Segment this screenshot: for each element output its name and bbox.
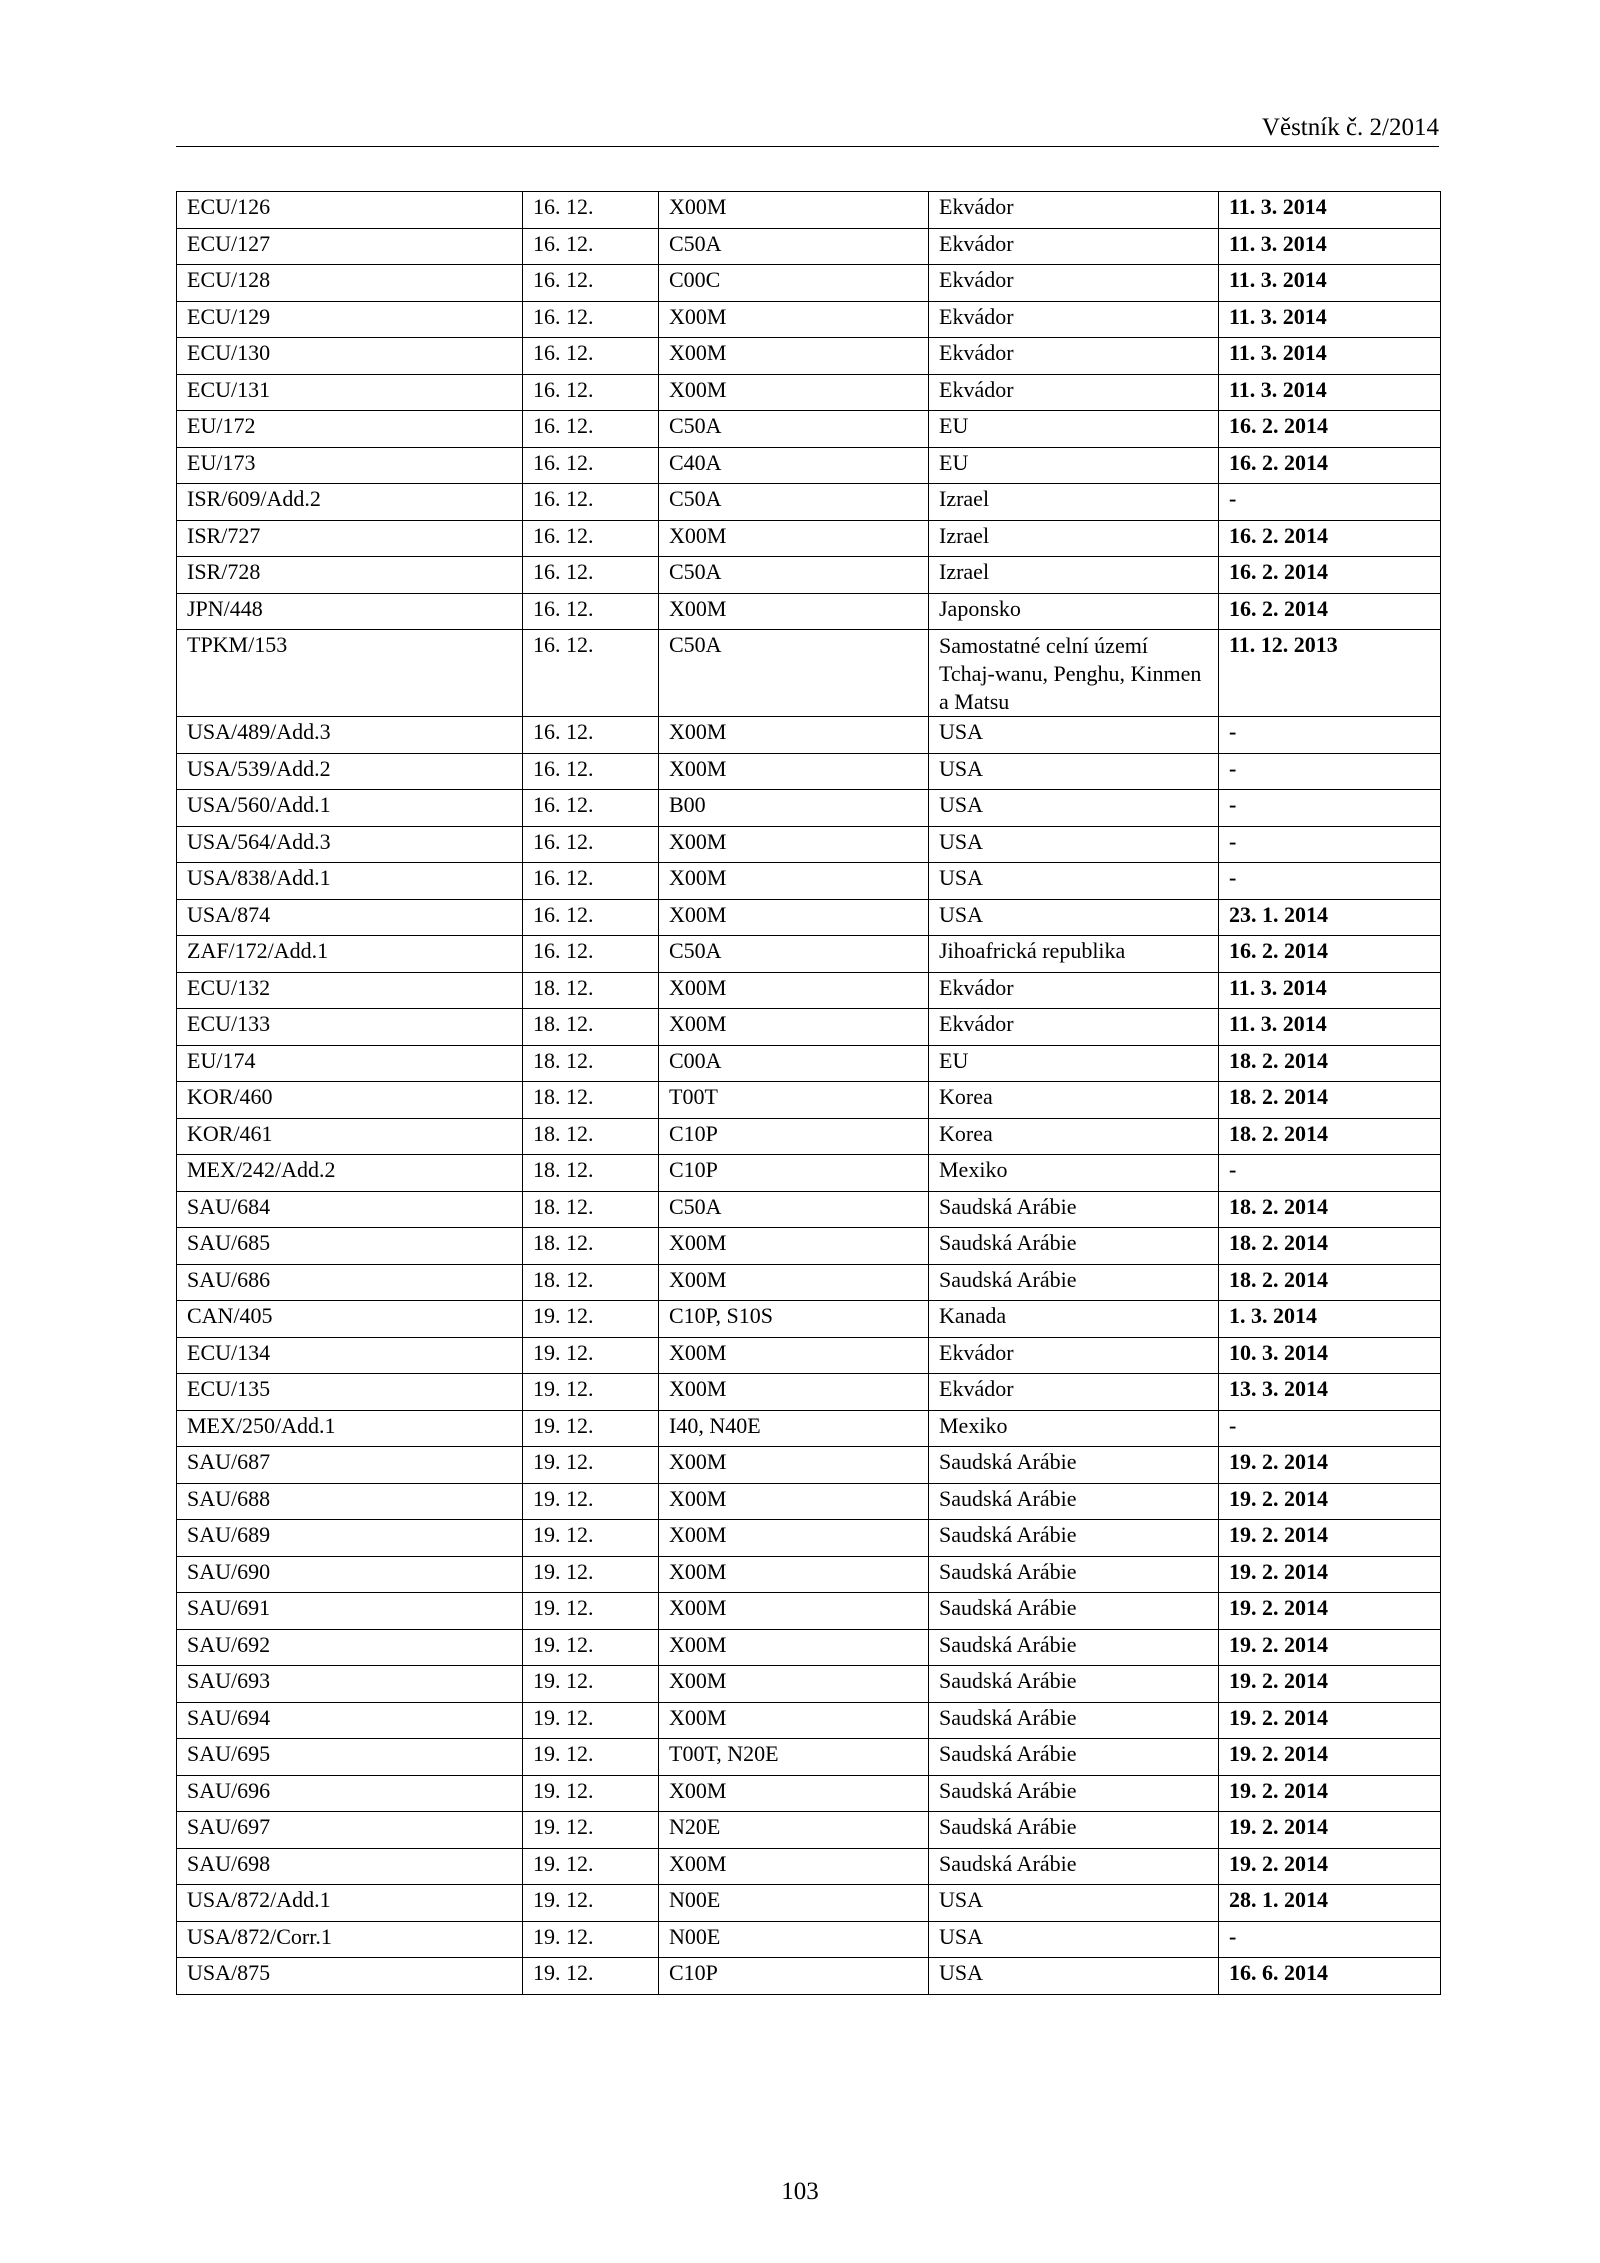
member-cell: USA [929,826,1219,863]
member-cell: Saudská Arábie [929,1228,1219,1265]
member-cell: Saudská Arábie [929,1483,1219,1520]
member-cell: USA [929,899,1219,936]
table-row [177,863,1441,900]
member-cell: Saudská Arábie [929,1520,1219,1557]
document-symbol-cell: USA/539/Add.2 [177,753,523,790]
member-cell: Saudská Arábie [929,1629,1219,1666]
member-cell: Saudská Arábie [929,1775,1219,1812]
document-symbol-cell: SAU/684 [177,1191,523,1228]
document-symbol-cell: KOR/460 [177,1082,523,1119]
date-cell: 18. 12. [523,1118,659,1155]
table-row [177,753,1441,790]
date-cell: 18. 12. [523,1009,659,1046]
member-cell: Ekvádor [929,1337,1219,1374]
date-cell: 16. 12. [523,265,659,302]
product-code-cell: N00E [659,1885,929,1922]
document-symbol-cell: EU/173 [177,447,523,484]
page-header [176,106,1439,147]
table-row [177,1118,1441,1155]
table-row [177,790,1441,827]
deadline-cell: 18. 2. 2014 [1219,1082,1441,1119]
product-code-cell: C50A [659,630,929,717]
deadline-cell: 16. 6. 2014 [1219,1958,1441,1995]
date-cell: 19. 12. [523,1447,659,1484]
member-cell: Samostatné celní území Tchaj-wanu, Penghu, Kinmen a Matsu [929,630,1219,717]
document-symbol-cell: EU/174 [177,1045,523,1082]
deadline-cell: 19. 2. 2014 [1219,1848,1441,1885]
product-code-cell: X00M [659,1228,929,1265]
member-cell: USA [929,1958,1219,1995]
date-cell: 18. 12. [523,1191,659,1228]
product-code-cell: X00M [659,1666,929,1703]
member-cell: USA [929,1921,1219,1958]
document-symbol-cell: SAU/688 [177,1483,523,1520]
deadline-cell: 19. 2. 2014 [1219,1593,1441,1630]
deadline-cell: 19. 2. 2014 [1219,1520,1441,1557]
date-cell: 19. 12. [523,1483,659,1520]
table-row [177,374,1441,411]
document-symbol-cell: JPN/448 [177,593,523,630]
table-row [177,447,1441,484]
deadline-cell: 19. 2. 2014 [1219,1483,1441,1520]
table-row [177,593,1441,630]
table-row [177,1410,1441,1447]
document-symbol-cell: SAU/696 [177,1775,523,1812]
table-row [177,1958,1441,1995]
table-row [177,1848,1441,1885]
product-code-cell: C10P, S10S [659,1301,929,1338]
document-symbol-cell: SAU/689 [177,1520,523,1557]
date-cell: 19. 12. [523,1337,659,1374]
member-cell: EU [929,411,1219,448]
date-cell: 19. 12. [523,1739,659,1776]
product-code-cell: X00M [659,1264,929,1301]
date-cell: 16. 12. [523,411,659,448]
date-cell: 19. 12. [523,1301,659,1338]
document-symbol-cell: SAU/693 [177,1666,523,1703]
date-cell: 16. 12. [523,338,659,375]
table-row [177,1629,1441,1666]
date-cell: 16. 12. [523,192,659,229]
product-code-cell: X00M [659,1629,929,1666]
member-cell: Izrael [929,557,1219,594]
document-symbol-cell: ISR/727 [177,520,523,557]
document-symbol-cell: USA/560/Add.1 [177,790,523,827]
member-cell: Ekvádor [929,374,1219,411]
table-row [177,899,1441,936]
document-symbol-cell: USA/875 [177,1958,523,1995]
table-row [177,301,1441,338]
deadline-cell: 18. 2. 2014 [1219,1118,1441,1155]
date-cell: 18. 12. [523,972,659,1009]
member-cell: Saudská Arábie [929,1739,1219,1776]
table-row [177,936,1441,973]
product-code-cell: X00M [659,1593,929,1630]
document-symbol-cell: SAU/691 [177,1593,523,1630]
document-symbol-cell: ECU/128 [177,265,523,302]
member-cell: Kanada [929,1301,1219,1338]
product-code-cell: X00M [659,593,929,630]
document-symbol-cell: ECU/135 [177,1374,523,1411]
deadline-cell: 19. 2. 2014 [1219,1556,1441,1593]
deadline-cell: 16. 2. 2014 [1219,936,1441,973]
document-symbol-cell: SAU/697 [177,1812,523,1849]
table-row [177,520,1441,557]
deadline-cell: 18. 2. 2014 [1219,1264,1441,1301]
deadline-cell: 19. 2. 2014 [1219,1775,1441,1812]
product-code-cell: C10P [659,1118,929,1155]
date-cell: 16. 12. [523,936,659,973]
date-cell: 16. 12. [523,863,659,900]
date-cell: 19. 12. [523,1885,659,1922]
document-symbol-cell: ECU/129 [177,301,523,338]
deadline-cell: 11. 3. 2014 [1219,301,1441,338]
deadline-cell: - [1219,1410,1441,1447]
document-symbol-cell: SAU/687 [177,1447,523,1484]
member-cell: Ekvádor [929,972,1219,1009]
product-code-cell: X00M [659,1374,929,1411]
document-symbol-cell: MEX/242/Add.2 [177,1155,523,1192]
date-cell: 19. 12. [523,1775,659,1812]
date-cell: 19. 12. [523,1958,659,1995]
table-row [177,338,1441,375]
table-row [177,1374,1441,1411]
deadline-cell: 19. 2. 2014 [1219,1812,1441,1849]
document-symbol-cell: CAN/405 [177,1301,523,1338]
product-code-cell: C10P [659,1958,929,1995]
member-cell: USA [929,1885,1219,1922]
member-cell: USA [929,790,1219,827]
table-row [177,228,1441,265]
document-symbol-cell: ECU/133 [177,1009,523,1046]
member-cell: Izrael [929,520,1219,557]
product-code-cell: C10P [659,1155,929,1192]
date-cell: 18. 12. [523,1045,659,1082]
member-cell: Saudská Arábie [929,1556,1219,1593]
document-symbol-cell: USA/872/Add.1 [177,1885,523,1922]
member-cell: Ekvádor [929,192,1219,229]
product-code-cell: X00M [659,826,929,863]
table-row [177,717,1441,754]
product-code-cell: C00C [659,265,929,302]
product-code-cell: C00A [659,1045,929,1082]
document-symbol-cell: SAU/686 [177,1264,523,1301]
date-cell: 19. 12. [523,1666,659,1703]
product-code-cell: T00T, N20E [659,1739,929,1776]
deadline-cell: 23. 1. 2014 [1219,899,1441,936]
deadline-cell: - [1219,863,1441,900]
member-cell: Saudská Arábie [929,1702,1219,1739]
product-code-cell: X00M [659,1848,929,1885]
product-code-cell: I40, N40E [659,1410,929,1447]
deadline-cell: 13. 3. 2014 [1219,1374,1441,1411]
document-symbol-cell: USA/872/Corr.1 [177,1921,523,1958]
table-row [177,1775,1441,1812]
member-cell: EU [929,1045,1219,1082]
document-symbol-cell: SAU/685 [177,1228,523,1265]
deadline-cell: - [1219,717,1441,754]
table-row [177,1812,1441,1849]
table-row [177,1520,1441,1557]
member-cell: Mexiko [929,1410,1219,1447]
date-cell: 16. 12. [523,520,659,557]
table-row [177,557,1441,594]
date-cell: 18. 12. [523,1155,659,1192]
document-symbol-cell: ZAF/172/Add.1 [177,936,523,973]
date-cell: 16. 12. [523,447,659,484]
deadline-cell: 19. 2. 2014 [1219,1739,1441,1776]
document-symbol-cell: ECU/134 [177,1337,523,1374]
table-row [177,1082,1441,1119]
deadline-cell: 18. 2. 2014 [1219,1228,1441,1265]
deadline-cell: 10. 3. 2014 [1219,1337,1441,1374]
date-cell: 16. 12. [523,301,659,338]
member-cell: USA [929,753,1219,790]
document-symbol-cell: ECU/126 [177,192,523,229]
member-cell: Saudská Arábie [929,1264,1219,1301]
table-row [177,1447,1441,1484]
date-cell: 18. 12. [523,1264,659,1301]
deadline-cell: 11. 3. 2014 [1219,1009,1441,1046]
date-cell: 16. 12. [523,593,659,630]
table-row [177,1666,1441,1703]
deadline-cell: 11. 3. 2014 [1219,374,1441,411]
member-cell: Japonsko [929,593,1219,630]
product-code-cell: X00M [659,1337,929,1374]
table-row [177,1009,1441,1046]
product-code-cell: X00M [659,1520,929,1557]
deadline-cell: 11. 3. 2014 [1219,192,1441,229]
page-number: 103 [781,2178,819,2205]
deadline-cell: 19. 2. 2014 [1219,1629,1441,1666]
date-cell: 19. 12. [523,1410,659,1447]
product-code-cell: C50A [659,484,929,521]
member-cell: Saudská Arábie [929,1191,1219,1228]
product-code-cell: X00M [659,863,929,900]
table-row [177,1264,1441,1301]
member-cell: Ekvádor [929,1374,1219,1411]
member-cell: Korea [929,1082,1219,1119]
member-cell: EU [929,447,1219,484]
member-cell: Jihoafrická republika [929,936,1219,973]
date-cell: 16. 12. [523,484,659,521]
document-symbol-cell: ECU/132 [177,972,523,1009]
document-symbol-cell: USA/564/Add.3 [177,826,523,863]
deadline-cell: 16. 2. 2014 [1219,520,1441,557]
document-symbol-cell: MEX/250/Add.1 [177,1410,523,1447]
table-row [177,484,1441,521]
product-code-cell: C50A [659,228,929,265]
member-cell: Ekvádor [929,1009,1219,1046]
table-row [177,411,1441,448]
document-symbol-cell: SAU/694 [177,1702,523,1739]
member-cell: Saudská Arábie [929,1848,1219,1885]
table-row [177,1337,1441,1374]
product-code-cell: C50A [659,1191,929,1228]
product-code-cell: C50A [659,411,929,448]
product-code-cell: X00M [659,301,929,338]
member-cell: USA [929,717,1219,754]
table-row [177,265,1441,302]
member-cell: Ekvádor [929,228,1219,265]
deadline-cell: - [1219,790,1441,827]
product-code-cell: X00M [659,1447,929,1484]
product-code-cell: X00M [659,192,929,229]
product-code-cell: X00M [659,338,929,375]
product-code-cell: X00M [659,1556,929,1593]
date-cell: 19. 12. [523,1921,659,1958]
product-code-cell: N20E [659,1812,929,1849]
product-code-cell: C50A [659,557,929,594]
table-row [177,1228,1441,1265]
member-cell: Saudská Arábie [929,1447,1219,1484]
table-row [177,1885,1441,1922]
document-symbol-cell: ECU/127 [177,228,523,265]
table-row [177,972,1441,1009]
product-code-cell: B00 [659,790,929,827]
product-code-cell: X00M [659,717,929,754]
document-symbol-cell: EU/172 [177,411,523,448]
member-cell: Ekvádor [929,265,1219,302]
table-row [177,1155,1441,1192]
bulletin-title: Věstník č. 2/2014 [1261,114,1439,141]
date-cell: 19. 12. [523,1556,659,1593]
document-symbol-cell: ISR/609/Add.2 [177,484,523,521]
member-cell: Korea [929,1118,1219,1155]
deadline-cell: 16. 2. 2014 [1219,411,1441,448]
product-code-cell: N00E [659,1921,929,1958]
deadline-cell: 16. 2. 2014 [1219,557,1441,594]
date-cell: 18. 12. [523,1082,659,1119]
notifications-table [176,191,1441,1995]
member-cell: Mexiko [929,1155,1219,1192]
date-cell: 18. 12. [523,1228,659,1265]
deadline-cell: 11. 12. 2013 [1219,630,1441,717]
date-cell: 19. 12. [523,1848,659,1885]
table-row [177,1702,1441,1739]
product-code-cell: X00M [659,972,929,1009]
product-code-cell: T00T [659,1082,929,1119]
deadline-cell: - [1219,1155,1441,1192]
document-symbol-cell: SAU/692 [177,1629,523,1666]
table-row [177,1483,1441,1520]
product-code-cell: X00M [659,1009,929,1046]
table-row [177,1593,1441,1630]
product-code-cell: C50A [659,936,929,973]
deadline-cell: 19. 2. 2014 [1219,1666,1441,1703]
date-cell: 19. 12. [523,1520,659,1557]
document-symbol-cell: USA/874 [177,899,523,936]
member-cell: Ekvádor [929,301,1219,338]
document-symbol-cell: USA/489/Add.3 [177,717,523,754]
deadline-cell: 16. 2. 2014 [1219,593,1441,630]
table-row [177,826,1441,863]
table-body [177,192,1441,1995]
deadline-cell: 1. 3. 2014 [1219,1301,1441,1338]
date-cell: 19. 12. [523,1593,659,1630]
deadline-cell: 11. 3. 2014 [1219,972,1441,1009]
member-cell: Ekvádor [929,338,1219,375]
deadline-cell: - [1219,826,1441,863]
deadline-cell: 11. 3. 2014 [1219,338,1441,375]
product-code-cell: X00M [659,1702,929,1739]
deadline-cell: 16. 2. 2014 [1219,447,1441,484]
date-cell: 16. 12. [523,374,659,411]
deadline-cell: 11. 3. 2014 [1219,265,1441,302]
deadline-cell: 28. 1. 2014 [1219,1885,1441,1922]
table-row [177,1301,1441,1338]
product-code-cell: X00M [659,1775,929,1812]
document-symbol-cell: ECU/130 [177,338,523,375]
date-cell: 19. 12. [523,1629,659,1666]
member-cell: Saudská Arábie [929,1666,1219,1703]
date-cell: 16. 12. [523,717,659,754]
date-cell: 19. 12. [523,1702,659,1739]
deadline-cell: 19. 2. 2014 [1219,1702,1441,1739]
product-code-cell: X00M [659,1483,929,1520]
member-cell: Saudská Arábie [929,1812,1219,1849]
product-code-cell: X00M [659,374,929,411]
product-code-cell: C40A [659,447,929,484]
document-symbol-cell: TPKM/153 [177,630,523,717]
document-symbol-cell: SAU/695 [177,1739,523,1776]
table-row [177,1921,1441,1958]
member-cell: USA [929,863,1219,900]
product-code-cell: X00M [659,899,929,936]
document-symbol-cell: USA/838/Add.1 [177,863,523,900]
member-cell: Izrael [929,484,1219,521]
date-cell: 16. 12. [523,630,659,717]
document-symbol-cell: ISR/728 [177,557,523,594]
table-row [177,1191,1441,1228]
deadline-cell: - [1219,753,1441,790]
document-symbol-cell: KOR/461 [177,1118,523,1155]
date-cell: 19. 12. [523,1374,659,1411]
date-cell: 16. 12. [523,790,659,827]
table-row [177,630,1441,717]
product-code-cell: X00M [659,520,929,557]
deadline-cell: 11. 3. 2014 [1219,228,1441,265]
document-symbol-cell: ECU/131 [177,374,523,411]
table-row [177,1556,1441,1593]
document-symbol-cell: SAU/698 [177,1848,523,1885]
date-cell: 16. 12. [523,899,659,936]
deadline-cell: 18. 2. 2014 [1219,1191,1441,1228]
date-cell: 16. 12. [523,228,659,265]
table-row [177,1045,1441,1082]
date-cell: 16. 12. [523,753,659,790]
table-row [177,192,1441,229]
deadline-cell: 18. 2. 2014 [1219,1045,1441,1082]
deadline-cell: 19. 2. 2014 [1219,1447,1441,1484]
member-cell: Saudská Arábie [929,1593,1219,1630]
date-cell: 16. 12. [523,826,659,863]
date-cell: 19. 12. [523,1812,659,1849]
product-code-cell: X00M [659,753,929,790]
document-symbol-cell: SAU/690 [177,1556,523,1593]
deadline-cell: - [1219,484,1441,521]
table-row [177,1739,1441,1776]
date-cell: 16. 12. [523,557,659,594]
deadline-cell: - [1219,1921,1441,1958]
